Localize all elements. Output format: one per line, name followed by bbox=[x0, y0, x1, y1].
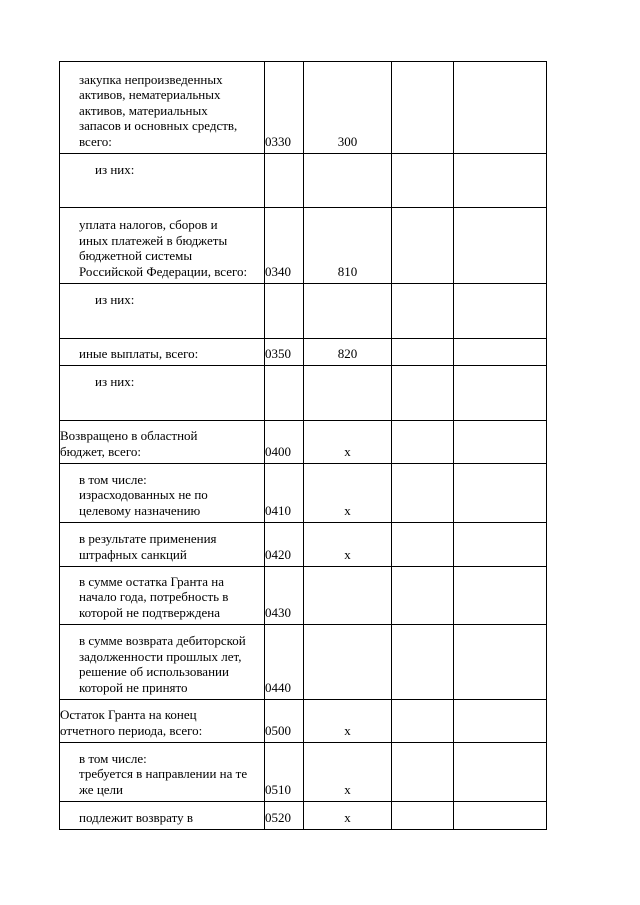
row-code bbox=[265, 366, 304, 421]
row-kbk-code: 810 bbox=[304, 208, 392, 284]
row-code bbox=[265, 284, 304, 339]
row-kbk-code bbox=[304, 366, 392, 421]
value-cell bbox=[392, 523, 454, 567]
row-kbk-code: х bbox=[304, 421, 392, 464]
row-description: в сумме возврата дебиторской задолженности прошлых лет, решение об использовании которой не принято bbox=[60, 625, 265, 700]
row-description: из них: bbox=[60, 366, 265, 421]
row-kbk-code bbox=[304, 567, 392, 625]
value-cell bbox=[392, 366, 454, 421]
row-description: подлежит возврату в bbox=[60, 802, 265, 830]
value-cell bbox=[454, 208, 547, 284]
row-code: 0430 bbox=[265, 567, 304, 625]
row-kbk-code bbox=[304, 284, 392, 339]
value-cell bbox=[392, 625, 454, 700]
value-cell bbox=[392, 154, 454, 208]
row-kbk-code: 820 bbox=[304, 339, 392, 366]
value-cell bbox=[392, 339, 454, 366]
table-row bbox=[60, 625, 547, 700]
value-cell bbox=[454, 802, 547, 830]
value-cell bbox=[454, 523, 547, 567]
row-code: 0350 bbox=[265, 339, 304, 366]
table-row bbox=[60, 62, 547, 154]
table-row bbox=[60, 743, 547, 802]
row-description: в результате применения штрафных санкций bbox=[60, 523, 265, 567]
row-kbk-code bbox=[304, 625, 392, 700]
row-kbk-code: х bbox=[304, 802, 392, 830]
value-cell bbox=[454, 339, 547, 366]
value-cell bbox=[454, 154, 547, 208]
table-row bbox=[60, 339, 547, 366]
row-description: закупка непроизведенных активов, нематериальных активов, материальных запасов и основных средств, всего: bbox=[60, 62, 265, 154]
row-kbk-code bbox=[304, 154, 392, 208]
row-kbk-code: х bbox=[304, 700, 392, 743]
value-cell bbox=[454, 284, 547, 339]
table-row bbox=[60, 366, 547, 421]
value-cell bbox=[392, 62, 454, 154]
value-cell bbox=[392, 802, 454, 830]
row-description: уплата налогов, сборов и иных платежей в бюджеты бюджетной системы Российской Федерации, всего: bbox=[60, 208, 265, 284]
value-cell bbox=[454, 567, 547, 625]
table-row bbox=[60, 154, 547, 208]
value-cell bbox=[392, 208, 454, 284]
row-code: 0330 bbox=[265, 62, 304, 154]
row-code: 0510 bbox=[265, 743, 304, 802]
row-description: в сумме остатка Гранта на начало года, потребность в которой не подтверждена bbox=[60, 567, 265, 625]
value-cell bbox=[392, 567, 454, 625]
value-cell bbox=[392, 700, 454, 743]
row-description: в том числе: израсходованных не по целевому назначению bbox=[60, 464, 265, 523]
table-row bbox=[60, 421, 547, 464]
row-code: 0500 bbox=[265, 700, 304, 743]
value-cell bbox=[454, 62, 547, 154]
table-row bbox=[60, 284, 547, 339]
row-kbk-code: х bbox=[304, 743, 392, 802]
row-code: 0400 bbox=[265, 421, 304, 464]
value-cell bbox=[454, 464, 547, 523]
row-code: 0340 bbox=[265, 208, 304, 284]
value-cell bbox=[454, 625, 547, 700]
table-row bbox=[60, 700, 547, 743]
value-cell bbox=[454, 743, 547, 802]
row-description: Остаток Гранта на конец отчетного периода, всего: bbox=[60, 700, 265, 743]
row-description: из них: bbox=[60, 154, 265, 208]
table-row bbox=[60, 567, 547, 625]
row-description: иные выплаты, всего: bbox=[60, 339, 265, 366]
row-kbk-code: 300 bbox=[304, 62, 392, 154]
value-cell bbox=[454, 421, 547, 464]
report-table bbox=[59, 61, 547, 830]
row-code: 0410 bbox=[265, 464, 304, 523]
row-description: из них: bbox=[60, 284, 265, 339]
value-cell bbox=[392, 284, 454, 339]
row-code: 0420 bbox=[265, 523, 304, 567]
row-description: Возвращено в областной бюджет, всего: bbox=[60, 421, 265, 464]
value-cell bbox=[392, 743, 454, 802]
row-kbk-code: х bbox=[304, 464, 392, 523]
value-cell bbox=[454, 700, 547, 743]
table-row bbox=[60, 464, 547, 523]
value-cell bbox=[392, 421, 454, 464]
table-row bbox=[60, 802, 547, 830]
table-row bbox=[60, 208, 547, 284]
row-kbk-code: х bbox=[304, 523, 392, 567]
row-code: 0520 bbox=[265, 802, 304, 830]
table-row bbox=[60, 523, 547, 567]
value-cell bbox=[392, 464, 454, 523]
row-code: 0440 bbox=[265, 625, 304, 700]
row-description: в том числе: требуется в направлении на те же цели bbox=[60, 743, 265, 802]
row-code bbox=[265, 154, 304, 208]
value-cell bbox=[454, 366, 547, 421]
